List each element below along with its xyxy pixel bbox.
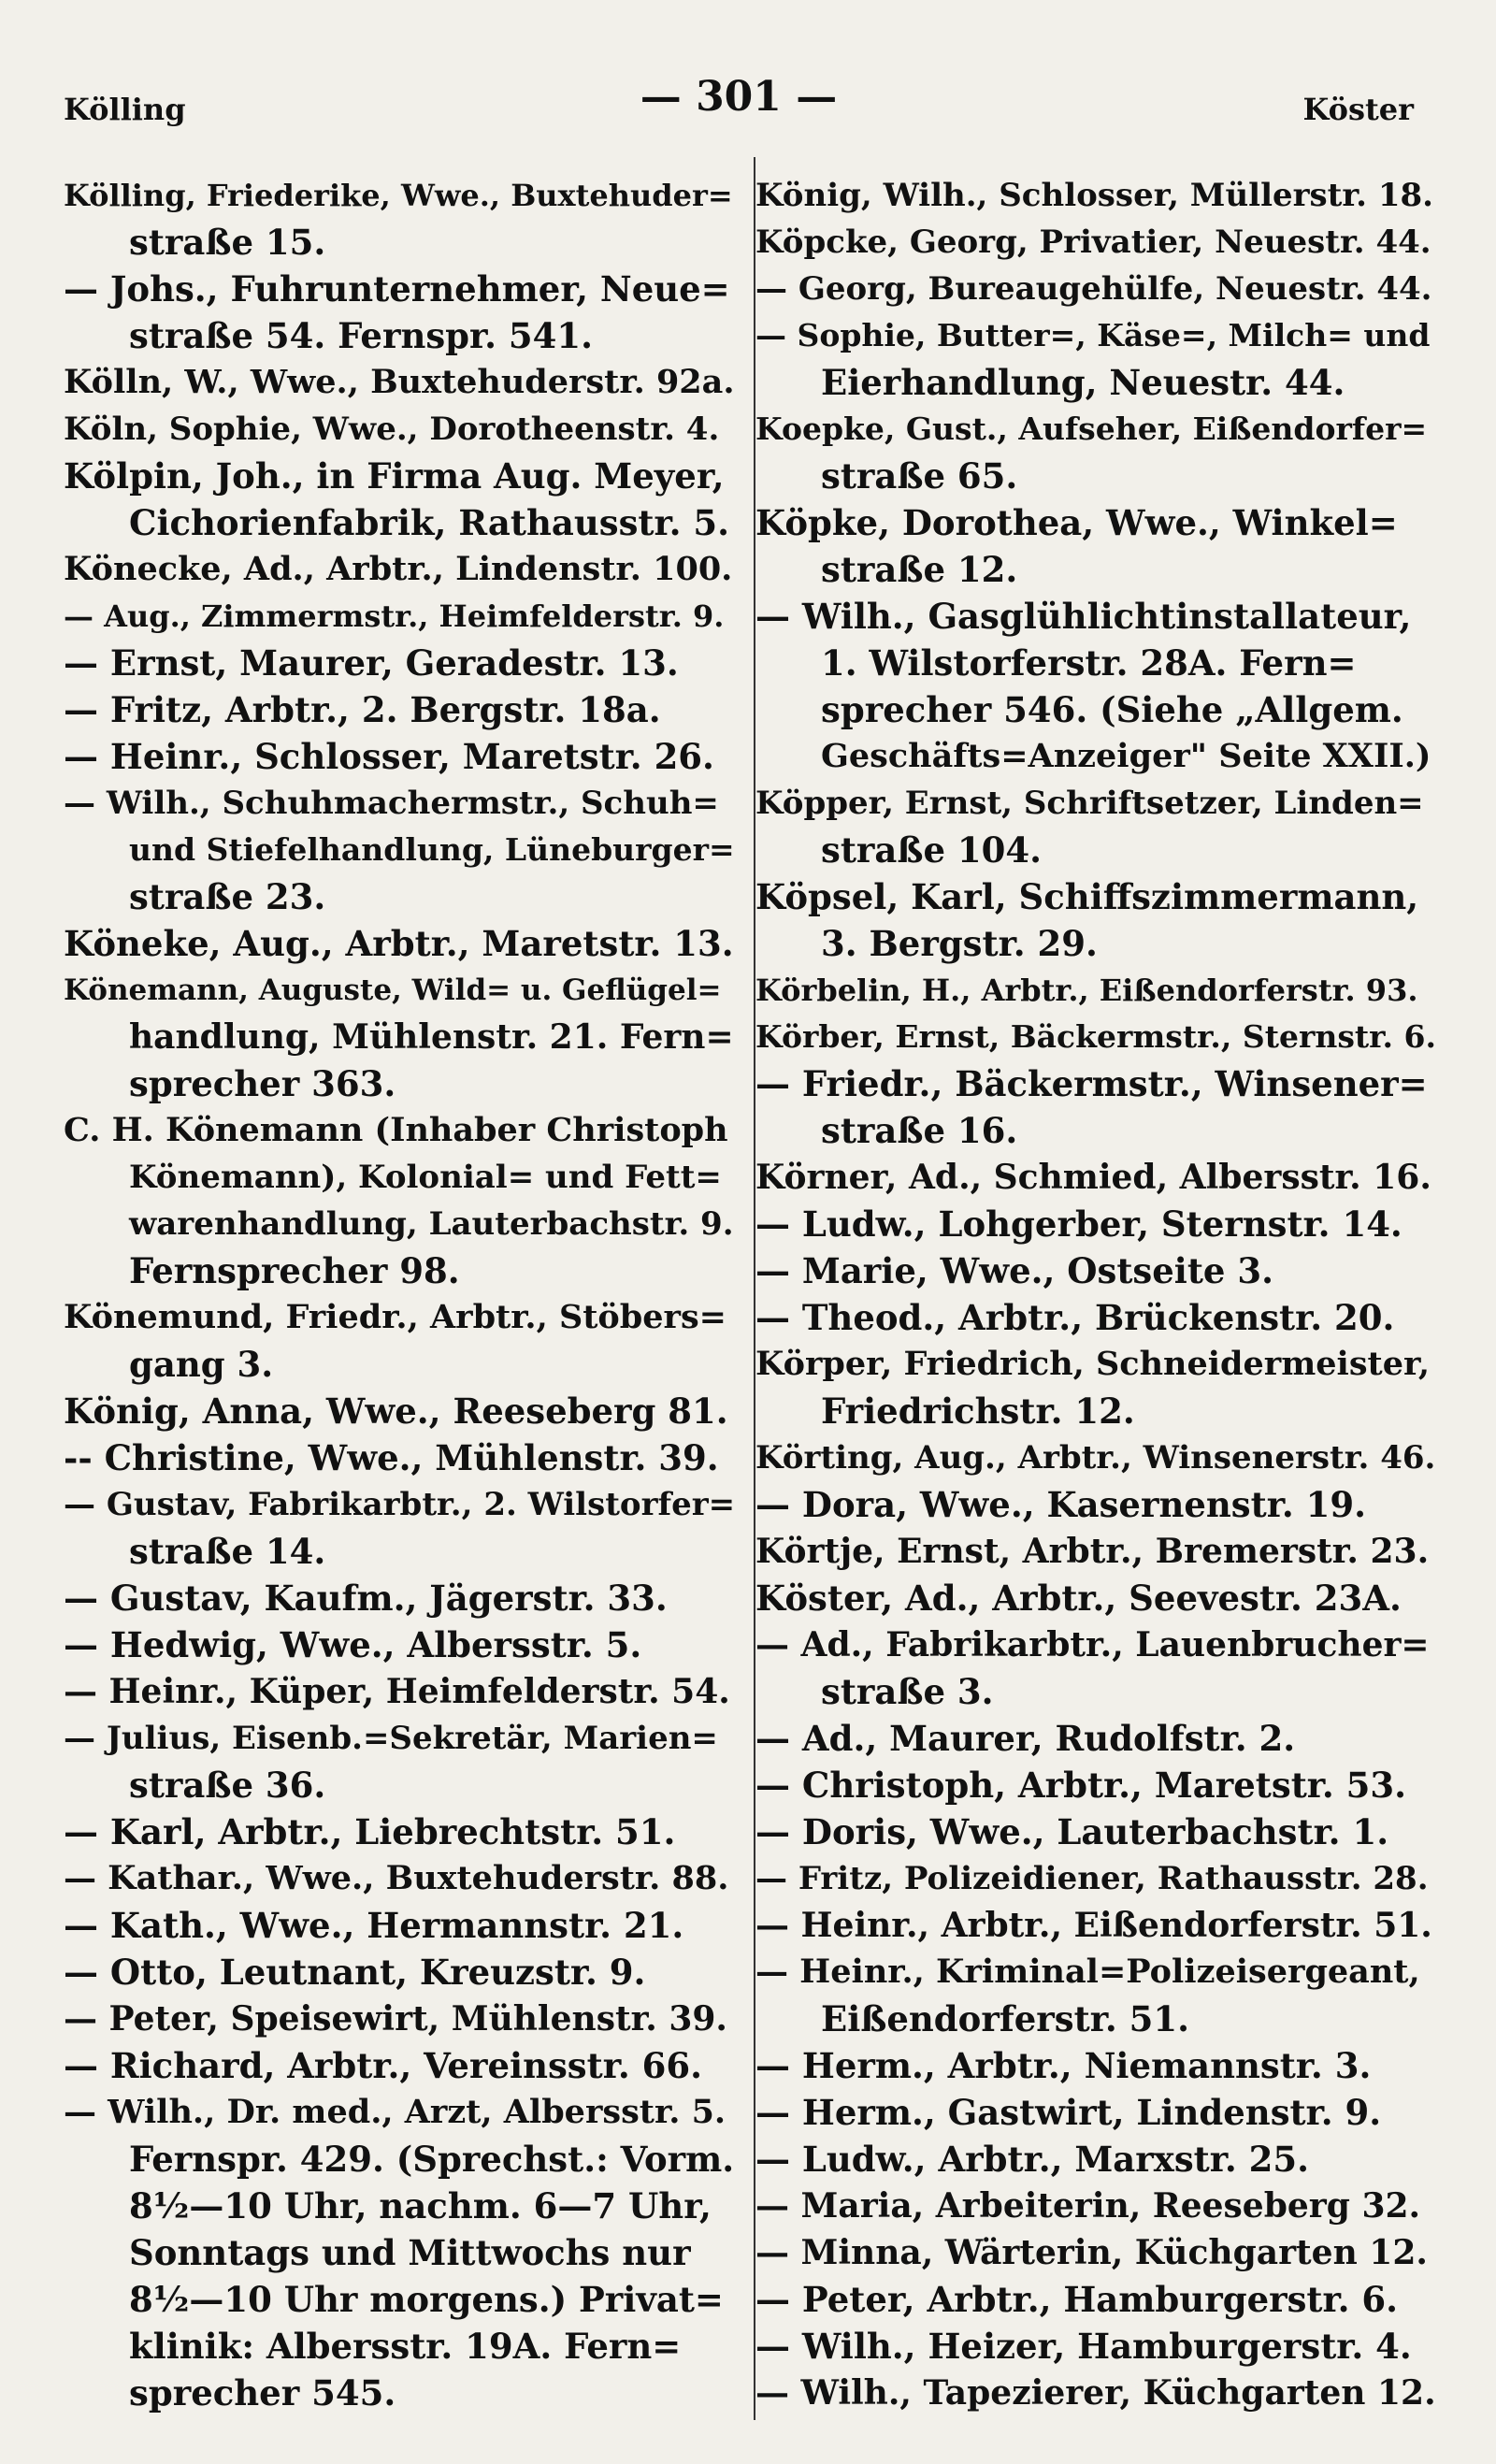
directory-entry-line: straße 65. (821, 455, 1018, 497)
directory-entry-line: Eißendorferstr. 51. (821, 1998, 1189, 2039)
directory-entry-line: — Herm., Gastwirt, Lindenstr. 9. (755, 2092, 1382, 2133)
directory-entry-line: Könemann), Kolonial= und Fett= (129, 1159, 722, 1196)
directory-entry-line: — Wilh., Tapezierer, Küchgarten 12. (755, 2373, 1436, 2413)
header-right-keyword: Köster (1302, 92, 1414, 127)
directory-entry-line: Könemann, Auguste, Wild= u. Geflügel= (64, 973, 722, 1007)
directory-entry-line: Köpke, Dorothea, Wwe., Winkel= (755, 502, 1398, 543)
directory-entry-line: — Wilh., Heizer, Hamburgerstr. 4. (755, 2326, 1412, 2367)
directory-entry-line: gang 3. (129, 1344, 274, 1385)
directory-entry-line: — Gustav, Fabrikarbtr., 2. Wilstorfer= (64, 1486, 736, 1523)
directory-entry-line: handlung, Mühlenstr. 21. Fern= (129, 1017, 734, 1057)
directory-entry-line: Körper, Friedrich, Schneidermeister, (755, 1345, 1431, 1383)
directory-entry-line: sprecher 545. (129, 2372, 396, 2414)
directory-entry-line: — Dora, Wwe., Kasernenstr. 19. (755, 1484, 1366, 1525)
directory-entry-line: Koepke, Gust., Aufseher, Eißendorfer= (755, 411, 1428, 447)
directory-entry-line: straße 15. (129, 222, 326, 263)
directory-entry-line: — Julius, Eisenb.=Sekretär, Marien= (64, 1720, 718, 1757)
directory-entry-line: 1. Wilstorferstr. 28A. Fern= (821, 642, 1357, 684)
directory-entry-line: — Peter, Speisewirt, Mühlenstr. 39. (64, 1999, 727, 2039)
directory-entry-line: warenhandlung, Lauterbachstr. 9. (129, 1205, 734, 1243)
directory-entry-line: — Ad., Maurer, Rudolfstr. 2. (755, 1718, 1296, 1759)
directory-entry-line: Köpcke, Georg, Privatier, Neuestr. 44. (755, 223, 1431, 261)
directory-entry-line: — Christoph, Arbtr., Maretstr. 53. (755, 1765, 1407, 1806)
directory-entry-line: Sonntags und Mittwochs nur (129, 2232, 691, 2273)
directory-entry-line: — Fritz, Arbtr., 2. Bergstr. 18a. (64, 689, 661, 730)
directory-entry-line: -- Christine, Wwe., Mühlenstr. 39. (64, 1437, 719, 1478)
right-column (755, 172, 1436, 2416)
directory-entry-line: Köpsel, Karl, Schiffszimmermann, (755, 876, 1419, 917)
directory-entry-line: — Heinr., Schlosser, Maretstr. 26. (64, 736, 714, 777)
page-number: — 301 — (640, 73, 838, 121)
directory-entry-line: — Wilh., Dr. med., Arzt, Albersstr. 5. (64, 2093, 726, 2131)
directory-entry-line: — Aug., Zimmermstr., Heimfelderstr. 9. (64, 598, 725, 634)
directory-entry-line: — Minna, Wärterin, Küchgarten 12. (755, 2233, 1428, 2272)
directory-entry-line: — Fritz, Polizeidiener, Rathausstr. 28. (755, 1860, 1429, 1897)
directory-entry-line: — Heinr., Arbtr., Eißendorferstr. 51. (755, 1906, 1432, 1945)
directory-entry-line: Friedrichstr. 12. (821, 1391, 1135, 1432)
directory-entry-line: — Richard, Arbtr., Vereinsstr. 66. (64, 2045, 702, 2086)
directory-entry-line: Fernsprecher 98. (129, 1250, 460, 1291)
directory-entry-line: Körner, Ad., Schmied, Albersstr. 16. (755, 1158, 1431, 1197)
directory-entry-line: — Wilh., Schuhmachermstr., Schuh= (64, 785, 719, 822)
directory-entry-line: — Sophie, Butter=, Käse=, Milch= und (755, 317, 1431, 353)
directory-entry-line: — Peter, Arbtr., Hamburgerstr. 6. (755, 2279, 1399, 2320)
directory-entry-line: — Ad., Fabrikarbtr., Lauenbrucher= (755, 1625, 1430, 1664)
directory-entry-line: — Doris, Wwe., Lauterbachstr. 1. (755, 1811, 1389, 1852)
directory-entry-line: straße 14. (129, 1531, 326, 1572)
directory-entry-line: straße 104. (821, 829, 1043, 871)
directory-entry-line: 8½—10 Uhr morgens.) Privat= (129, 2279, 724, 2320)
directory-entry-line: straße 3. (821, 1671, 994, 1712)
directory-entry-line: — Ludw., Lohgerber, Sternstr. 14. (755, 1203, 1402, 1245)
directory-entry-line: klinik: Albersstr. 19A. Fern= (129, 2326, 682, 2367)
directory-entry-line: straße 36. (129, 1765, 326, 1806)
header-left-keyword: Kölling (64, 92, 186, 127)
directory-entry-line: — Marie, Wwe., Ostseite 3. (755, 1250, 1273, 1291)
directory-entry-line: — Maria, Arbeiterin, Reeseberg 32. (755, 2186, 1421, 2226)
directory-entry-line: — Heinr., Kriminal=Polizeisergeant, (755, 1952, 1420, 1991)
directory-entry-line: Cichorienfabrik, Rathausstr. 5. (129, 502, 729, 543)
directory-entry-line: 8½—10 Uhr, nachm. 6—7 Uhr, (129, 2185, 712, 2226)
directory-entry-line: Körtje, Ernst, Arbtr., Bremerstr. 23. (755, 1532, 1430, 1571)
directory-entry-line: Körting, Aug., Arbtr., Winsenerstr. 46. (755, 1439, 1436, 1477)
directory-entry-line: — Wilh., Gasglühlichtinstallateur, (755, 596, 1412, 637)
directory-entry-line: Körber, Ernst, Bäckermstr., Sternstr. 6. (755, 1018, 1436, 1055)
directory-entry-line: — Otto, Leutnant, Kreuzstr. 9. (64, 1952, 646, 1993)
directory-entry-line: 3. Bergstr. 29. (821, 923, 1098, 964)
directory-entry-line: sprecher 546. (Siehe „Allgem. (821, 689, 1403, 730)
directory-entry-line: Könemund, Friedr., Arbtr., Stöbers= (64, 1298, 726, 1336)
directory-entry-line: — Friedr., Bäckermstr., Winsener= (755, 1063, 1428, 1104)
directory-entry-line: — Georg, Bureaugehülfe, Neuestr. 44. (755, 270, 1432, 308)
page-header (64, 73, 1414, 129)
directory-entry-line: straße 16. (821, 1110, 1018, 1151)
directory-entry-line: Kölln, W., Wwe., Buxtehuderstr. 92a. (64, 363, 735, 401)
directory-entry-line: straße 54. Fernspr. 541. (129, 315, 594, 356)
directory-entry-line: — Herm., Arbtr., Niemannstr. 3. (755, 2045, 1372, 2086)
directory-entry-line: König, Anna, Wwe., Reeseberg 81. (64, 1391, 728, 1432)
directory-entry-line: — Karl, Arbtr., Liebrechtstr. 51. (64, 1811, 676, 1852)
directory-entry-line: Kölpin, Joh., in Firma Aug. Meyer, (64, 455, 725, 497)
directory-entry-line: — Hedwig, Wwe., Albersstr. 5. (64, 1624, 642, 1665)
directory-entry-line: Köln, Sophie, Wwe., Dorotheenstr. 4. (64, 411, 720, 448)
directory-entry-line: straße 23. (129, 876, 326, 917)
directory-entry-line: sprecher 363. (129, 1063, 396, 1104)
directory-entry-line: straße 12. (821, 549, 1018, 590)
directory-entry-line: — Theod., Arbtr., Brückenstr. 20. (755, 1297, 1395, 1338)
directory-entry-line: — Ernst, Maurer, Geradestr. 13. (64, 642, 679, 684)
left-column (64, 172, 737, 2416)
directory-entry-line: Körbelin, H., Arbtr., Eißendorferstr. 93. (755, 973, 1418, 1008)
directory-entry-line: — Johs., Fuhrunternehmer, Neue= (64, 268, 730, 310)
directory-entry-line: Geschäfts=Anzeiger" Seite XXII.) (821, 737, 1431, 775)
directory-entry-line: — Kath., Wwe., Hermannstr. 21. (64, 1905, 684, 1946)
directory-entry-line: Köpper, Ernst, Schriftsetzer, Linden= (755, 785, 1424, 822)
directory-entry-line: Eierhandlung, Neuestr. 44. (821, 362, 1345, 403)
directory-entry-line: Könecke, Ad., Arbtr., Lindenstr. 100. (64, 550, 733, 588)
directory-entry-line: — Heinr., Küper, Heimfelderstr. 54. (64, 1672, 730, 1711)
directory-entry-line: Köster, Ad., Arbtr., Seevestr. 23A. (755, 1578, 1402, 1619)
directory-entry-line: — Kathar., Wwe., Buxtehuderstr. 88. (64, 1859, 729, 1897)
directory-entry-line: — Ludw., Arbtr., Marxstr. 25. (755, 2139, 1309, 2180)
directory-entry-line: — Gustav, Kaufm., Jägerstr. 33. (64, 1578, 668, 1619)
directory-entry-line: Fernspr. 429. (Sprechst.: Vorm. (129, 2139, 735, 2180)
directory-entry-line: und Stiefelhandlung, Lüneburger= (129, 831, 735, 868)
directory-entry-line: König, Wilh., Schlosser, Müllerstr. 18. (755, 177, 1434, 214)
directory-entry-line: Kölling, Friederike, Wwe., Buxtehuder= (64, 178, 733, 213)
directory-entry-line: C. H. Könemann (Inhaber Christoph (64, 1111, 728, 1149)
directory-entry-line: Köneke, Aug., Arbtr., Maretstr. 13. (64, 923, 734, 964)
